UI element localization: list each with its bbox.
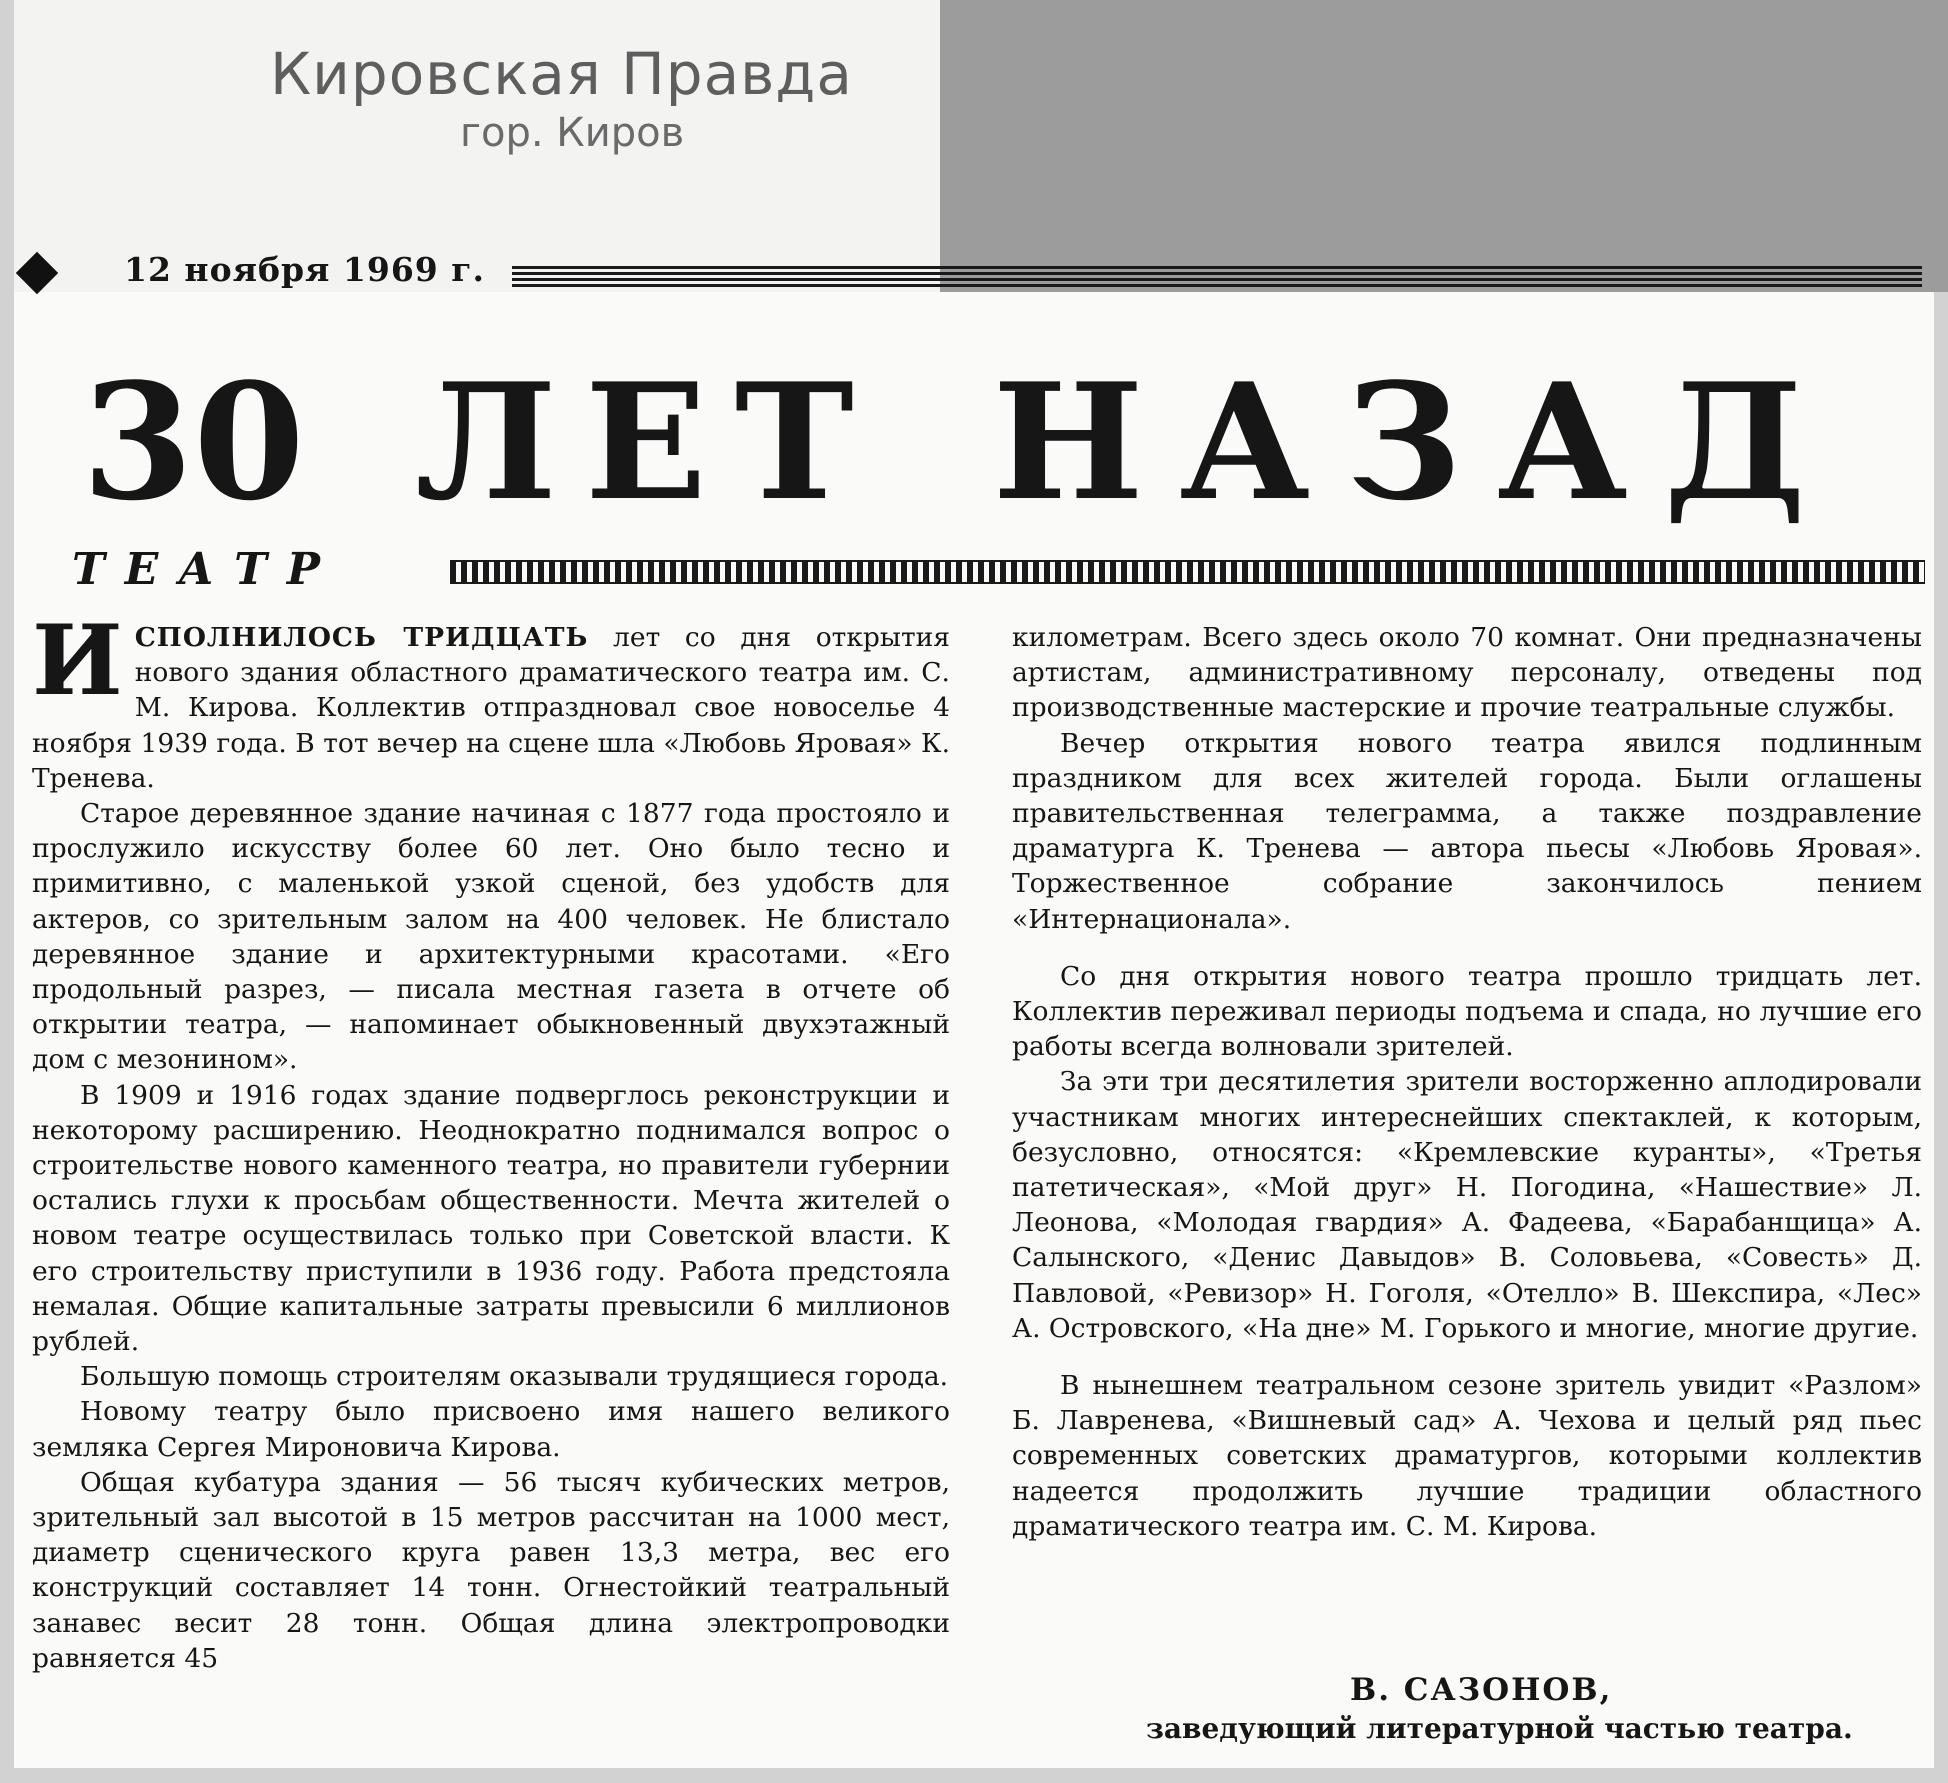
paragraph: Общая кубатура здания — 56 тысяч кубических метров, зрительный зал высотой в 15 метров рассчитан на 1000 мест, диаметр сценического круга равен 13,3 метра, вес его конструкций составляет 14 тонн. Огнестойкий театральный занавес весит 28 тонн. Общая длина электропроводки равняется 45 [32,1466,950,1674]
issue-date: 12 ноября 1969 г. [124,250,485,289]
article-column-right [1012,620,1922,1544]
lead-in: СПОЛНИЛОСЬ ТРИДЦАТЬ [134,622,589,653]
headline-word: 30 [82,348,305,536]
stamp-city: гор. Киров [460,110,685,156]
stamp-title: Кировская Правда [270,40,853,108]
article-column-left [32,604,951,1676]
headline-word: ЛЕТ [415,348,882,536]
headline [82,348,1842,536]
section-rubric: ТЕАТР [72,544,340,595]
newspaper-stamp [270,40,930,156]
paragraph [32,604,951,796]
paragraph: Большую помощь строителям оказывали трудящиеся города. [80,1361,949,1393]
author-name: В. САЗОНОВ, [1350,1672,1613,1708]
clipping-shadow [940,0,1948,292]
paragraph-text: лет со дня открытия нового здания областного драматического театра им. С. М. Кирова. Коллектив отпраздновал свое новоселье 4 ноября 1939 года. В тот вечер на сцене шла «Любовь Яровая» К. Тренева. [32,622,951,794]
paragraph: Со дня открытия нового театра прошло тридцать лет. Коллектив переживал периоды подъема и спада, но лучшие его работы всегда волновали зрителей. [1012,960,1922,1063]
paragraph: В 1909 и 1916 годах здание подверглось реконструкции и некоторому расширению. Неоднократно поднимался вопрос о строительстве нового каменного театра, но правители губернии остались глухи к просьбам общественности. Мечта жителей о новом театре осуществилась только при Советской власти. К его строительству приступили в 1936 году. Работа предстояла немалая. Общие капитальные затраты превысили 6 миллионов рублей. [32,1079,950,1358]
author-role: заведующий литературной частью театра. [1146,1712,1853,1745]
headline-word: НАЗАД [992,348,1842,536]
paragraph: Новому театру было присвоено имя нашего великого земляка Сергея Мироновича Кирова. [32,1396,950,1463]
paragraph: В нынешнем театральном сезоне зритель увидит «Разлом» Б. Лавренева, «Вишневый сад» А. Чехова и целый ряд пьес современных советских драматургов, которыми коллектив надеется продолжить лучшие традиции областного драматического театра им. С. М. Кирова. [1012,1370,1922,1542]
header-rule [512,266,1922,294]
paragraph: Вечер открытия нового театра явился подлинным праздником для всех жителей города. Были оглашены правительственная телеграмма, а также поздравление драматурга К. Тренева — автора пьесы «Любовь Яровая». Торжественное собрание закончилось пением «Интернационала». [1012,727,1922,935]
rubric-rule [450,560,1925,584]
paragraph: За эти три десятилетия зрители восторженно аплодировали участникам многих интереснейших спектаклей, к которым, безусловно, относятся: «Кремлевские куранты», «Третья патетическая», «Мой друг» Н. Погодина, «Нашествие» Л. Леонова, «Молодая гвардия» А. Фадеева, «Барабанщица» А. Салынского, «Денис Давыдов» В. Соловьева, «Совесть» Д. Павловой, «Ревизор» Н. Гоголя, «Отелло» В. Шекспира, «Лес» А. Островского, «На дне» М. Горького и многие, многие другие. [1012,1066,1922,1344]
paragraph: Старое деревянное здание начиная с 1877 года простояло и прослужило искусству более 60 лет. Оно было тесно и примитивно, с маленькой узкой сценой, без удобств для актеров, со зрительным залом на 400 человек. Не блистало деревянное здание и архитектурными красотами. «Его продольный разрез, — писала местная газета в отчете об открытии театра, — напоминает обыкновенный двухэтажный дом с мезонином». [32,798,950,1076]
drop-cap: И [32,604,123,717]
paragraph: километрам. Всего здесь около 70 комнат. Они предназначены артистам, административному персоналу, отведены под производственные мастерские и прочие театральные службы. [1012,622,1922,724]
